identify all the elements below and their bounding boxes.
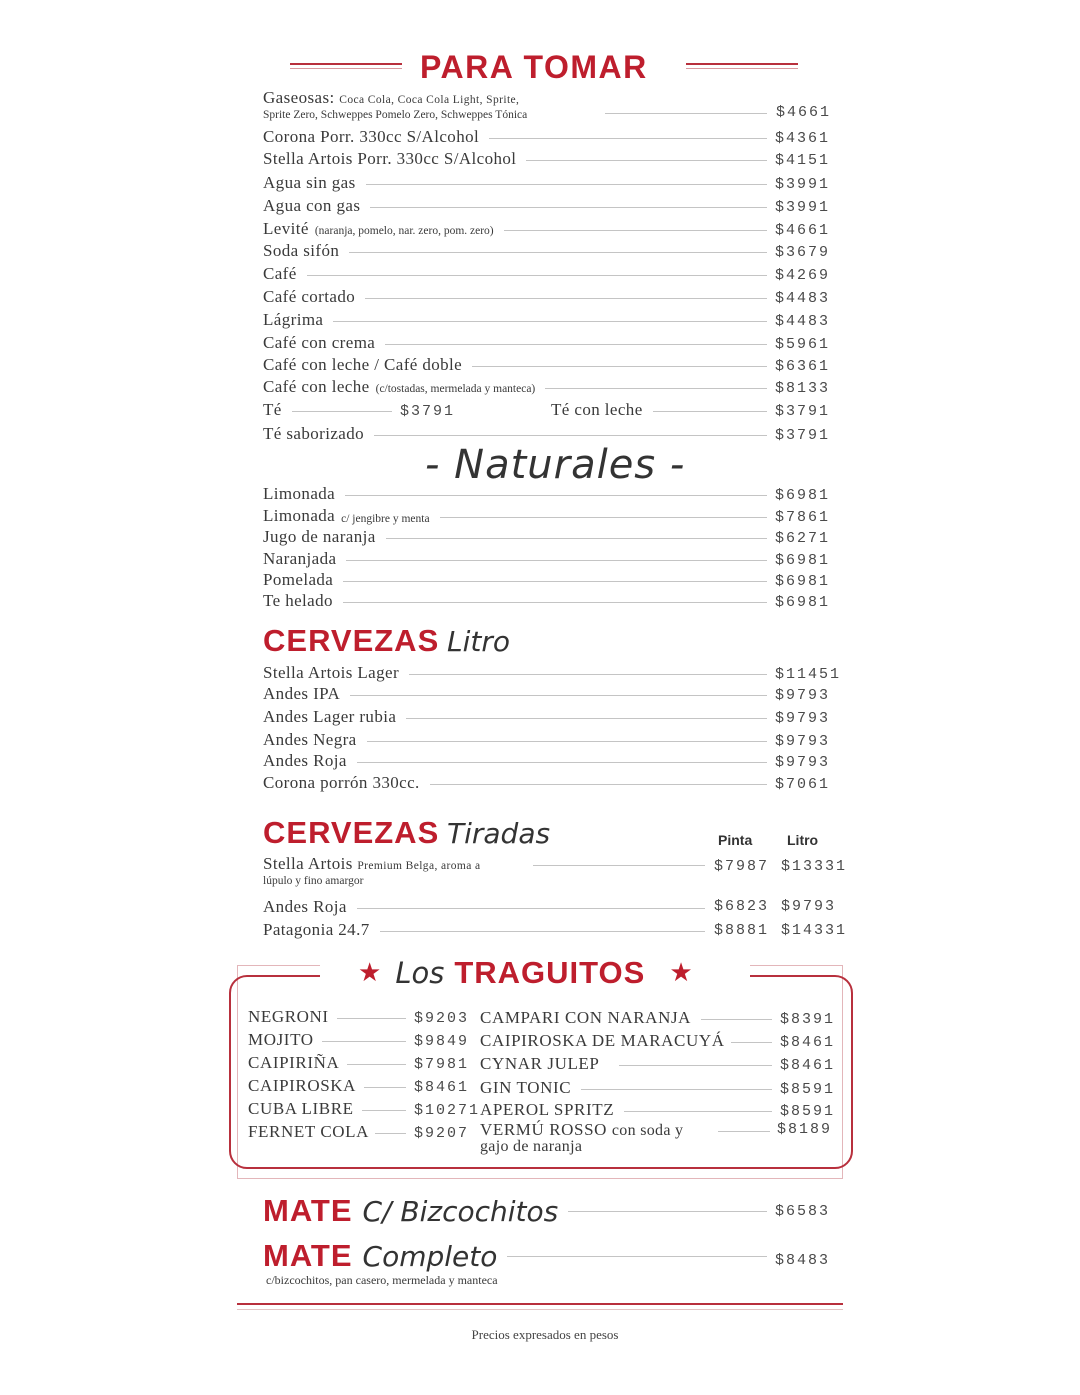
- leader-line: [347, 1064, 406, 1065]
- item-price: $9203: [414, 1010, 470, 1027]
- item-price: $7861: [775, 509, 831, 526]
- item-price: $5961: [775, 336, 831, 353]
- item-price: $8461: [780, 1034, 836, 1051]
- item-price: $4269: [775, 267, 831, 284]
- star-icon: ★: [358, 958, 382, 987]
- item-price: $10271: [414, 1102, 481, 1119]
- menu-item: [263, 194, 843, 216]
- item-name: Jugo de naranja: [263, 527, 376, 546]
- title-script: Los: [395, 956, 445, 990]
- leader-line: [345, 495, 767, 496]
- item-price: $3991: [775, 199, 831, 216]
- leader-line: [533, 865, 705, 866]
- menu-item-te: [263, 398, 468, 420]
- leader-line: [653, 411, 767, 412]
- menu-item: [480, 1029, 842, 1051]
- item-name: CUBA LIBRE: [248, 1099, 354, 1118]
- leader-line: [350, 695, 767, 696]
- footer-rule: [237, 1303, 843, 1305]
- leader-line: [624, 1111, 772, 1112]
- menu-item: [263, 589, 843, 611]
- item-price: $11451: [775, 666, 842, 683]
- traguitos-title: [358, 953, 738, 993]
- leader-line: [346, 560, 767, 561]
- leader-line: [349, 252, 767, 253]
- leader-line: [337, 1018, 406, 1019]
- item-name: CAIPIRIÑA: [248, 1053, 340, 1072]
- title-rule-right: [686, 63, 798, 69]
- section-title-cervezas-tiradas: [263, 815, 550, 852]
- item-price: $3791: [775, 427, 831, 444]
- item-price: $9849: [414, 1033, 470, 1050]
- item-price: $8483: [775, 1251, 831, 1269]
- menu-item: [263, 353, 843, 375]
- item-price: $6981: [775, 594, 831, 611]
- leader-line: [718, 1131, 770, 1132]
- item-name: Corona Porr. 330cc S/Alcohol: [263, 127, 480, 146]
- price-litro: $13331: [781, 858, 848, 875]
- menu-item: [248, 1120, 476, 1142]
- leader-line: [568, 1211, 767, 1212]
- menu-item: [263, 262, 843, 284]
- item-name: Andes IPA: [263, 684, 341, 703]
- section-title-naturales: - Naturales -: [425, 442, 686, 488]
- item-price: $8391: [780, 1011, 836, 1028]
- menu-item: [263, 504, 843, 526]
- leader-line: [292, 411, 392, 412]
- leader-line: [731, 1042, 772, 1043]
- item-name: Levité: [263, 219, 309, 238]
- price-litro: $9793: [781, 898, 837, 915]
- leader-line: [365, 298, 767, 299]
- item-price: $9793: [775, 754, 831, 771]
- item-price: $6271: [775, 530, 831, 547]
- item-price: $9793: [775, 687, 831, 704]
- item-name: Té con leche: [551, 400, 643, 419]
- menu-item: [263, 705, 843, 727]
- leader-line: [385, 344, 767, 345]
- leader-line: [333, 321, 767, 322]
- item-note: (naranja, pomelo, nar. zero, pom. zero): [314, 225, 494, 237]
- mate-completo-note: c/bizcochitos, pan casero, mermelada y manteca: [266, 1273, 498, 1287]
- title-script: Completo: [362, 1239, 498, 1273]
- title-script: C/ Bizcochitos: [362, 1194, 559, 1228]
- leader-line: [489, 138, 767, 139]
- item-name: Andes Negra: [263, 730, 357, 749]
- item-name: Limonada: [263, 506, 336, 525]
- leader-line: [374, 435, 767, 436]
- menu-item: [248, 1097, 480, 1119]
- menu-item: [263, 239, 843, 261]
- title-bold: MATE: [263, 1238, 353, 1273]
- item-name: Café cortado: [263, 287, 356, 306]
- menu-item: [248, 1028, 476, 1050]
- item-name: Agua con gas: [263, 196, 361, 215]
- item-name: Lágrima: [263, 310, 324, 329]
- item-note: c/ jengibre y menta: [341, 513, 430, 525]
- item-price: $7981: [414, 1056, 470, 1073]
- leader-line: [343, 602, 767, 603]
- leader-line: [526, 160, 767, 161]
- leader-line: [307, 275, 767, 276]
- item-note-2: gajo de naranja: [480, 1138, 583, 1155]
- item-name: Stella Artois: [263, 854, 353, 873]
- item-name: Stella Artois Lager: [263, 663, 400, 682]
- item-name: NEGRONI: [248, 1007, 329, 1026]
- item-price: $3679: [775, 244, 831, 261]
- item-name: Agua sin gas: [263, 173, 356, 192]
- leader-line: [366, 184, 767, 185]
- leader-line: [409, 674, 767, 675]
- star-icon: ★: [669, 958, 693, 987]
- menu-item: [480, 1006, 842, 1028]
- menu-item: [263, 771, 843, 793]
- leader-line: [430, 784, 767, 785]
- item-price: $8591: [780, 1103, 836, 1120]
- item-price: $6981: [775, 487, 831, 504]
- item-name: Andes Roja: [263, 751, 347, 770]
- title-bold: TRAGUITOS: [454, 955, 646, 990]
- item-price: $9793: [775, 733, 831, 750]
- leader-line: [357, 908, 705, 909]
- leader-line: [370, 207, 767, 208]
- item-name: Café con crema: [263, 333, 376, 352]
- item-name: FERNET COLA: [248, 1122, 370, 1141]
- item-price: $4661: [775, 222, 831, 239]
- price-pinta: $6823: [714, 898, 770, 915]
- leader-line: [367, 741, 767, 742]
- item-name: Andes Lager rubia: [263, 707, 397, 726]
- leader-line: [364, 1087, 406, 1088]
- item-note-2: lúpulo y fino amargor: [263, 875, 364, 887]
- item-price: $3791: [400, 403, 456, 420]
- item-name: GIN TONIC: [480, 1078, 572, 1097]
- menu-item-mate-completo: [263, 1236, 843, 1276]
- menu-item-mate-bizcochitos: [263, 1192, 843, 1230]
- menu-item: [480, 1098, 842, 1120]
- menu-item-gaseosas: [263, 89, 843, 125]
- leader-line: [375, 1133, 406, 1134]
- item-price: $8189: [777, 1121, 833, 1138]
- leader-line: [701, 1019, 772, 1020]
- title-rule-left: [290, 63, 402, 69]
- menu-item: [263, 285, 843, 307]
- leader-line: [605, 113, 767, 114]
- leader-line: [322, 1041, 406, 1042]
- item-name: CAIPIROSKA: [248, 1076, 357, 1095]
- leader-line: [504, 230, 767, 231]
- item-name: Naranjada: [263, 549, 337, 568]
- page-title: PARA TOMAR: [420, 49, 648, 85]
- leader-line: [380, 931, 705, 932]
- item-price: $6583: [775, 1202, 831, 1220]
- item-note: con soda y: [611, 1122, 684, 1139]
- item-price: $8461: [414, 1079, 470, 1096]
- item-name: Patagonia 24.7: [263, 920, 370, 939]
- price-pinta: $8881: [714, 922, 770, 939]
- column-header-litro: Litro: [787, 832, 819, 848]
- price-pinta: $7987: [714, 858, 770, 875]
- menu-item: [263, 728, 843, 750]
- title-bold: CERVEZAS: [263, 623, 440, 658]
- section-title-cervezas-litro: [263, 623, 510, 660]
- item-name: Andes Roja: [263, 897, 347, 916]
- menu-item: [263, 525, 843, 547]
- menu-item: [263, 568, 843, 590]
- item-name: CAMPARI CON NARANJA: [480, 1008, 692, 1027]
- item-name: Soda sifón: [263, 241, 340, 260]
- item-price: $4361: [775, 130, 831, 147]
- item-name: Te helado: [263, 591, 333, 610]
- item-price: $6981: [775, 573, 831, 590]
- item-price: $6361: [775, 358, 831, 375]
- item-price: $6981: [775, 552, 831, 569]
- item-name: Corona porrón 330cc.: [263, 773, 420, 792]
- leader-line: [507, 1256, 767, 1257]
- leader-line: [343, 581, 767, 582]
- item-name: Café: [263, 264, 297, 283]
- item-price: $9207: [414, 1125, 470, 1142]
- leader-line: [472, 366, 767, 367]
- item-note: Coca Cola, Coca Cola Light, Sprite,: [339, 94, 520, 106]
- menu-item: [263, 375, 843, 397]
- title-script: Litro: [447, 625, 510, 658]
- menu-item: [263, 918, 713, 940]
- item-name: MOJITO: [248, 1030, 314, 1049]
- leader-line: [619, 1065, 772, 1066]
- item-name: Stella Artois Porr. 330cc S/Alcohol: [263, 149, 517, 168]
- leader-line: [440, 517, 767, 518]
- menu-item: [263, 125, 843, 147]
- item-note-2: Sprite Zero, Schweppes Pomelo Zero, Schweppes Tónica: [263, 109, 528, 121]
- item-name: Café con leche / Café doble: [263, 355, 463, 374]
- menu-item-stella-tirada: [263, 855, 853, 891]
- leader-line: [362, 1110, 406, 1111]
- menu-item: [263, 682, 843, 704]
- item-price: $4661: [776, 104, 832, 121]
- leader-line: [581, 1089, 772, 1090]
- item-name: Té: [263, 400, 282, 419]
- column-header-pinta: Pinta: [718, 832, 753, 848]
- item-note: (c/tostadas, mermelada y manteca): [375, 383, 536, 395]
- item-price: $8591: [780, 1081, 836, 1098]
- menu-item: [263, 749, 843, 771]
- item-price: $4483: [775, 290, 831, 307]
- footer-rule-light: [237, 1309, 843, 1310]
- item-name: CAIPIROSKA DE MARACUYÁ: [480, 1031, 725, 1050]
- menu-item: [263, 171, 843, 193]
- item-name: CYNAR JULEP: [480, 1054, 600, 1073]
- leader-line: [386, 538, 767, 539]
- menu-item: [263, 895, 713, 917]
- leader-line: [406, 718, 767, 719]
- item-price: $7061: [775, 776, 831, 793]
- item-name: Limonada: [263, 484, 336, 503]
- item-price: $9793: [775, 710, 831, 727]
- leader-line: [545, 388, 767, 389]
- item-name: APEROL SPRITZ: [480, 1100, 615, 1119]
- menu-item: [263, 661, 853, 683]
- title-bold: CERVEZAS: [263, 815, 440, 850]
- menu-item: [263, 331, 843, 353]
- menu-item: [248, 1074, 476, 1096]
- item-price: $4483: [775, 313, 831, 330]
- menu-item-vermu: [480, 1121, 842, 1161]
- menu-item: [263, 482, 843, 504]
- item-name: Café con leche: [263, 377, 370, 396]
- menu-item: [263, 217, 843, 239]
- item-name: Gaseosas:: [263, 88, 335, 107]
- title-bold: MATE: [263, 1193, 353, 1228]
- menu-item: [248, 1051, 476, 1073]
- item-note: Premium Belga, aroma a: [357, 860, 481, 872]
- menu-item: [248, 1005, 476, 1027]
- item-name: VERMÚ ROSSO: [480, 1120, 608, 1139]
- item-price: $4151: [775, 152, 831, 169]
- price-litro: $14331: [781, 922, 848, 939]
- item-price: $3791: [775, 403, 831, 420]
- item-price: $8461: [780, 1057, 836, 1074]
- item-price: $8133: [775, 380, 831, 397]
- menu-item: [263, 547, 843, 569]
- menu-item: [480, 1052, 842, 1074]
- item-name: Té saborizado: [263, 424, 365, 443]
- title-script: Tiradas: [447, 817, 551, 850]
- leader-line: [357, 762, 767, 763]
- item-name: Pomelada: [263, 570, 334, 589]
- menu-item: [263, 147, 843, 169]
- footer-note: Precios expresados en pesos: [471, 1327, 619, 1342]
- menu-item-te-con-leche: [551, 398, 843, 420]
- menu-item: [263, 308, 843, 330]
- item-price: $3991: [775, 176, 831, 193]
- menu-item: [480, 1076, 842, 1098]
